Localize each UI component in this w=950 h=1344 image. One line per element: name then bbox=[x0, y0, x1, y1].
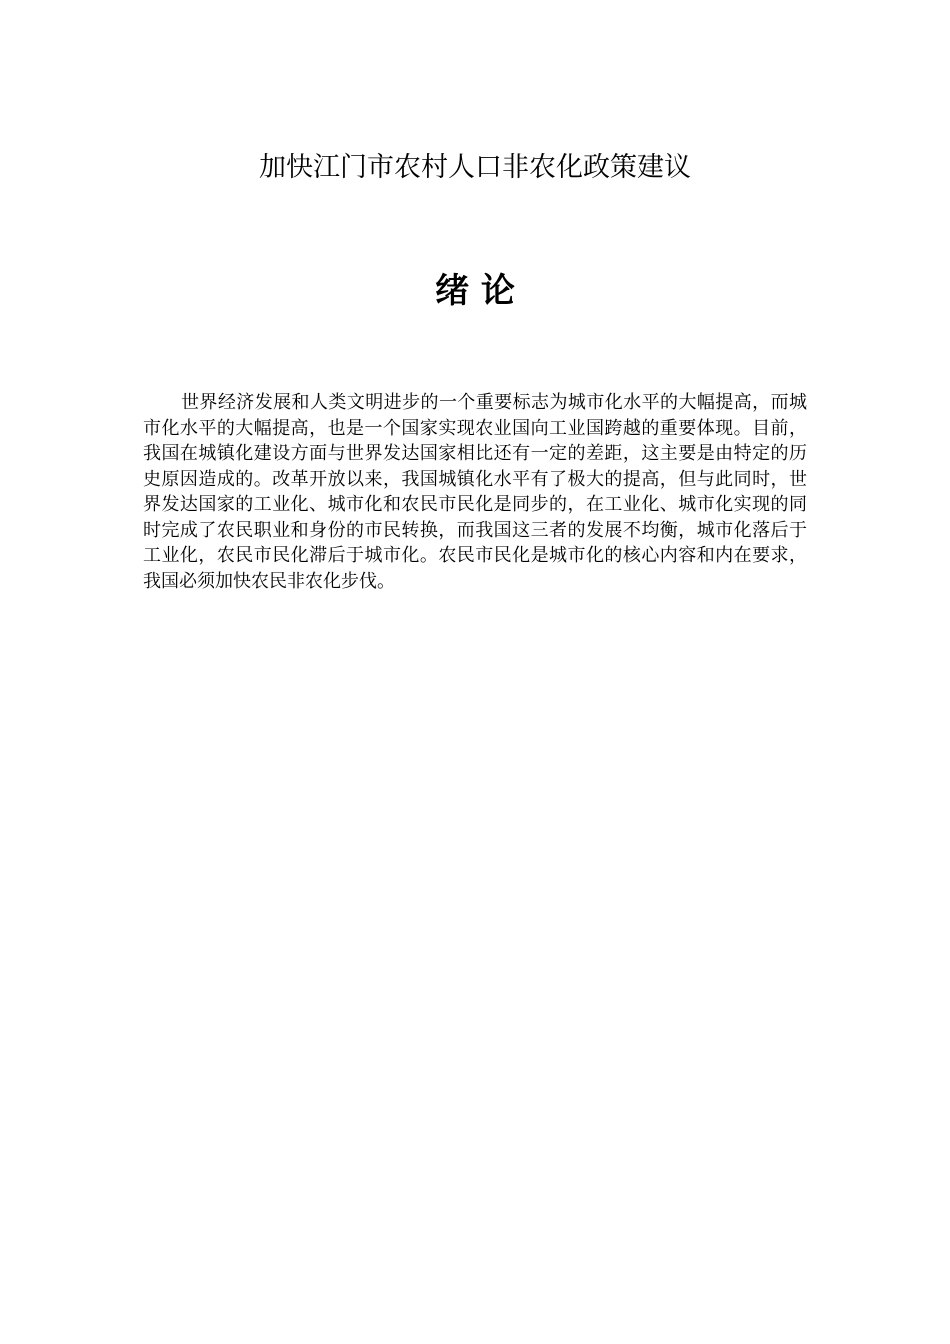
document-title: 加快江门市农村人口非农化政策建议 bbox=[259, 152, 691, 183]
body-paragraph: 世界经济发展和人类文明进步的一个重要标志为城市化水平的大幅提高，而城市化水平的大幅提高，也是一个国家实现农业国向工业国跨越的重要体现。目前，我国在城镇化建设方面与世界发达国家相比还有一定的差距，这主要是由特定的历史原因造成的。改革开放以来，我国城镇化水平有了极大的提高，但与此同时，世界发达国家的工业化、城市化和农民市民化是同步的，在工业化、城市化实现的同时完成了农民职业和身份的市民转换，而我国这三者的发展不均衡，城市化落后于工业化，农民市民化滞后于城市化。农民市民化是城市化的核心内容和内在要求，我国必须加快农民非农化步伐。 bbox=[143, 392, 807, 592]
section-heading: 绪 论 bbox=[435, 271, 515, 311]
